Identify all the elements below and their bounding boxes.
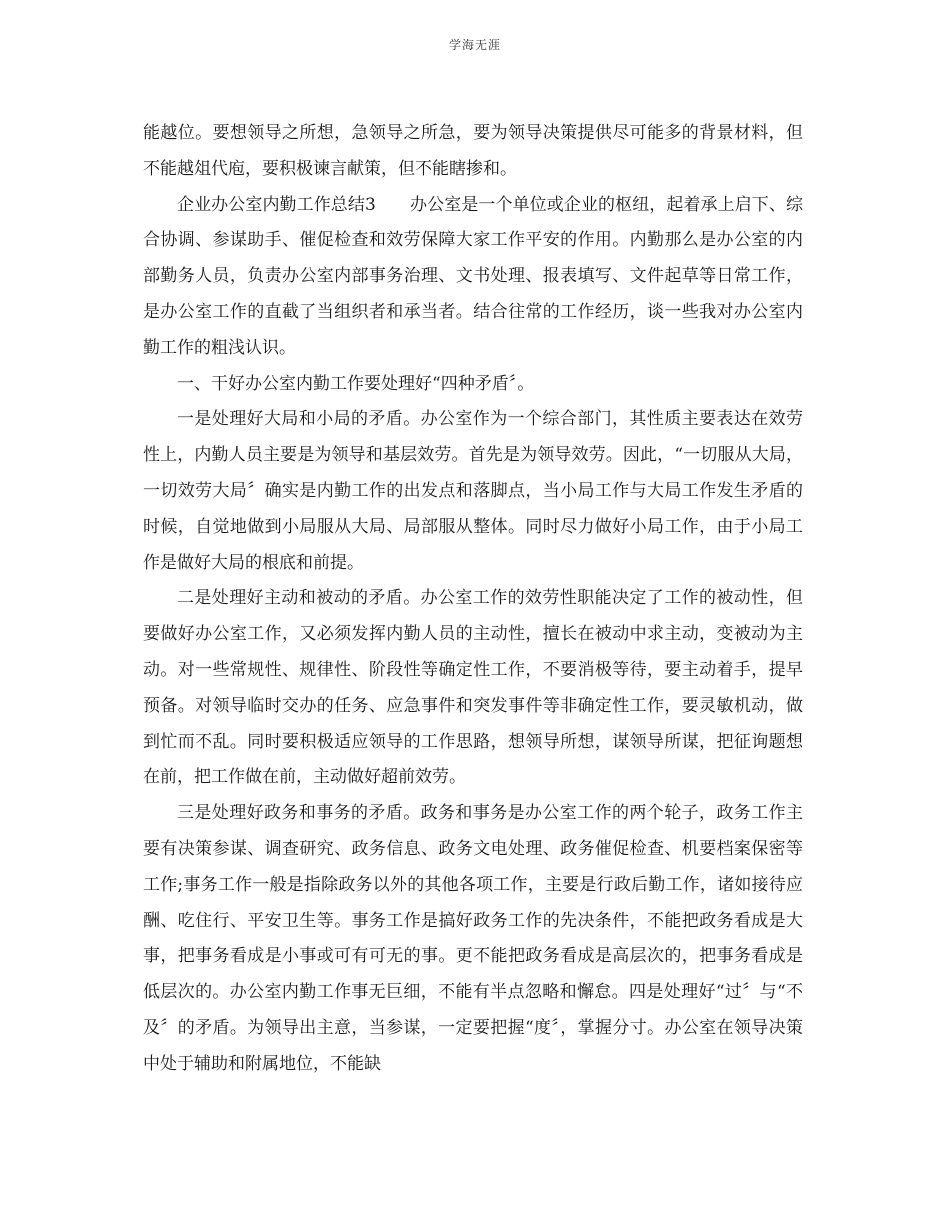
page-header: 学海无涯 xyxy=(448,38,501,52)
paragraph-point-one: 一是处理好大局和小局的矛盾。办公室作为一个综合部门，其性质主要表达在效劳性上，内勤人员主要是为领导和基层效劳。首先是为领导效劳。因此，“一切服从大局，一切效劳大局〞确实是内勤工作的出发点和落脚点，当小局工作与大局工作发生矛盾的时候，自觉地做到小局服从大局、局部服从整体。同时尽力做好小局工作，由于小局工作是做好大局的根底和前提。 xyxy=(143,409,803,573)
paragraph-section-intro: 企业办公室内勤工作总结3 办公室是一个单位或企业的枢纽，起着承上启下、综合协调、参谋助手、催促检查和效劳保障大家工作平安的作用。内勤那么是办公室的内部勤务人员，负责办公室内部事务治理、文书处理、报表填写、文件起草等日常工作，是办公室工作的直截了当组织者和承当者。结合往常的工作经历，谈一些我对办公室内勤工作的粗浅认识。 xyxy=(143,194,803,358)
paragraph-heading-four-contradictions: 一、干好办公室内勤工作要处理好“四种矛盾〞。 xyxy=(177,373,535,394)
paragraph-continuation: 能越位。要想领导之所想，急领导之所急，要为领导决策提供尽可能多的背景材料，但不能越俎代庖，要积极谏言献策，但不能瞎掺和。 xyxy=(143,123,803,179)
paragraph-point-three: 三是处理好政务和事务的矛盾。政务和事务是办公室工作的两个轮子，政务工作主要有决策参谋、调查研究、政务信息、政务文电处理、政务催促检查、机要档案保密等工作;事务工作一般是指除政务以外的其他各项工作，主要是行政后勤工作，诸如接待应酬、吃住行、平安卫生等。事务工作是搞好政务工作的先决条件，不能把政务看成是大事，把事务看成是小事或可有可无的事。更不能把政务看成是高层次的，把事务看成是低层次的。办公室内勤工作事无巨细，不能有半点忽略和懈怠。四是处理好“过〞与“不及〞的矛盾。为领导出主意，当参谋，一定要把握“度〞，掌握分寸。办公室在领导决策中处于辅助和附属地位，不能缺 xyxy=(143,803,803,1074)
document-body xyxy=(143,116,803,1083)
paragraph-point-two: 二是处理好主动和被动的矛盾。办公室工作的效劳性职能决定了工作的被动性，但要做好办公室工作，又必须发挥内勤人员的主动性，擅长在被动中求主动，变被动为主动。对一些常规性、规律性、阶段性等确定性工作，不要消极等待，要主动着手，提早预备。对领导临时交办的任务、应急事件和突发事件等非确定性工作，要灵敏机动，做到忙而不乱。同时要积极适应领导的工作思路，想领导所想，谋领导所谋，把征询题想在前，把工作做在前，主动做好超前效劳。 xyxy=(143,588,803,788)
